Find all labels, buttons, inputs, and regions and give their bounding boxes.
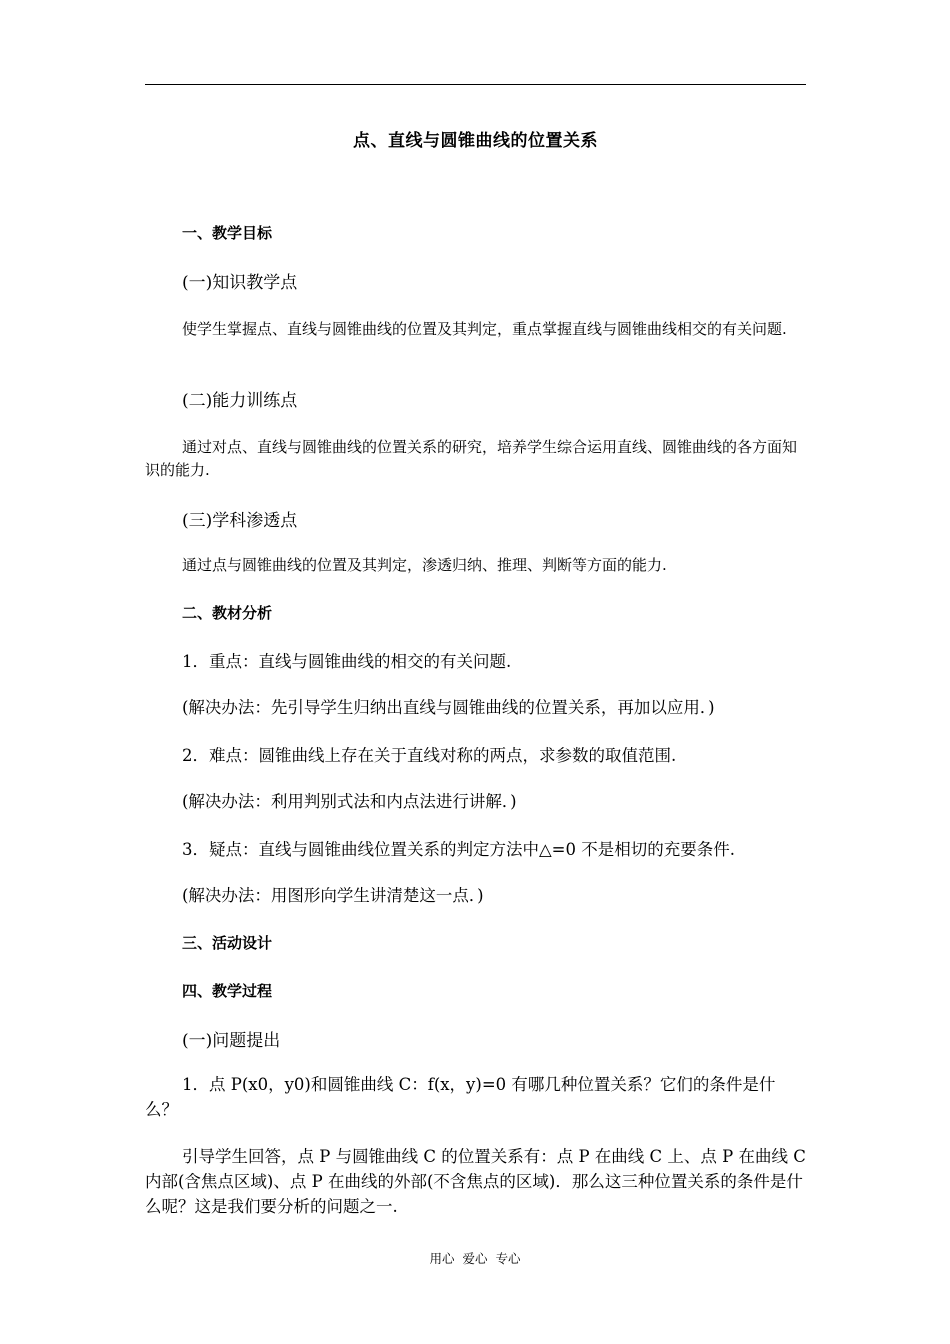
paragraph-knowledge: 使学生掌握点、直线与圆锥曲线的位置及其判定，重点掌握直线与圆锥曲线相交的有关问题. [182, 320, 787, 338]
section-heading-teaching-goals: 一、教学目标 [182, 224, 273, 242]
subheading-problem-raised: (一)问题提出 [182, 1031, 281, 1051]
section-heading-material-analysis: 二、教材分析 [182, 604, 273, 622]
difficult-point-solution: (解决办法：利用判别式法和内点法进行讲解．) [182, 792, 517, 811]
subheading-subject-points: (三)学科渗透点 [182, 511, 298, 531]
difficult-point-item: 2．难点：圆锥曲线上存在关于直线对称的两点，求参数的取值范围. [182, 746, 677, 765]
question-paragraph: 1．点 P(x0，y0)和圆锥曲线 C：f(x，y)=0 有哪几种位置关系？它们的条件是什么？ [145, 1075, 776, 1119]
document-title: 点、直线与圆锥曲线的位置关系 [353, 131, 598, 151]
key-point-solution: (解决办法：先引导学生归纳出直线与圆锥曲线的位置关系，再加以应用．) [182, 698, 715, 717]
header-rule [145, 84, 806, 85]
key-point-item: 1．重点：直线与圆锥曲线的相交的有关问题. [182, 652, 512, 671]
page-footer: 用心 爱心 专心 [429, 1251, 521, 1266]
paragraph-subject: 通过点与圆锥曲线的位置及其判定，渗透归纳、推理、判断等方面的能力. [182, 556, 667, 574]
subheading-knowledge-points: (一)知识教学点 [182, 273, 298, 293]
section-heading-teaching-process: 四、教学过程 [182, 982, 273, 1000]
guidance-paragraph: 引导学生回答，点 P 与圆锥曲线 C 的位置关系有：点 P 在曲线 C 上、点 P 在曲线 C 内部(含焦点区域)、点 P 在曲线的外部(不含焦点的区域)．那么这三种位置关系的条件是什么呢？这是我们要分析的问题之一. [145, 1147, 806, 1216]
subheading-ability-points: (二)能力训练点 [182, 391, 298, 411]
paragraph-ability: 通过对点、直线与圆锥曲线的位置关系的研究，培养学生综合运用直线、圆锥曲线的各方面知识的能力. [145, 438, 798, 479]
doubt-point-item: 3．疑点：直线与圆锥曲线位置关系的判定方法中△=0 不是相切的充要条件. [182, 840, 735, 859]
doubt-point-solution: (解决办法：用图形向学生讲清楚这一点．) [182, 886, 484, 905]
section-heading-activity-design: 三、活动设计 [182, 934, 273, 952]
